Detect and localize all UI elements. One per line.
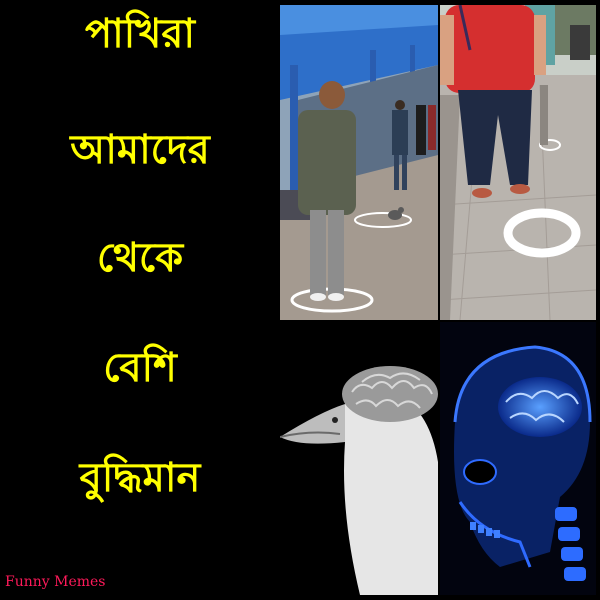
caption-line-5: বুদ্ধিমান [79, 455, 201, 501]
caption-line-2: আমাদের [70, 127, 210, 173]
photo-person-panel [440, 5, 596, 320]
caption-line-4: বেশি [103, 345, 177, 391]
watermark: Funny Memes [5, 574, 106, 590]
caption-line-1: পাখিরা [84, 11, 196, 57]
photo-queue-bird-panel [280, 5, 438, 320]
caption-line-3: থেকে [96, 235, 184, 281]
xray-human-panel [440, 322, 596, 595]
xray-bird-panel [280, 322, 438, 595]
